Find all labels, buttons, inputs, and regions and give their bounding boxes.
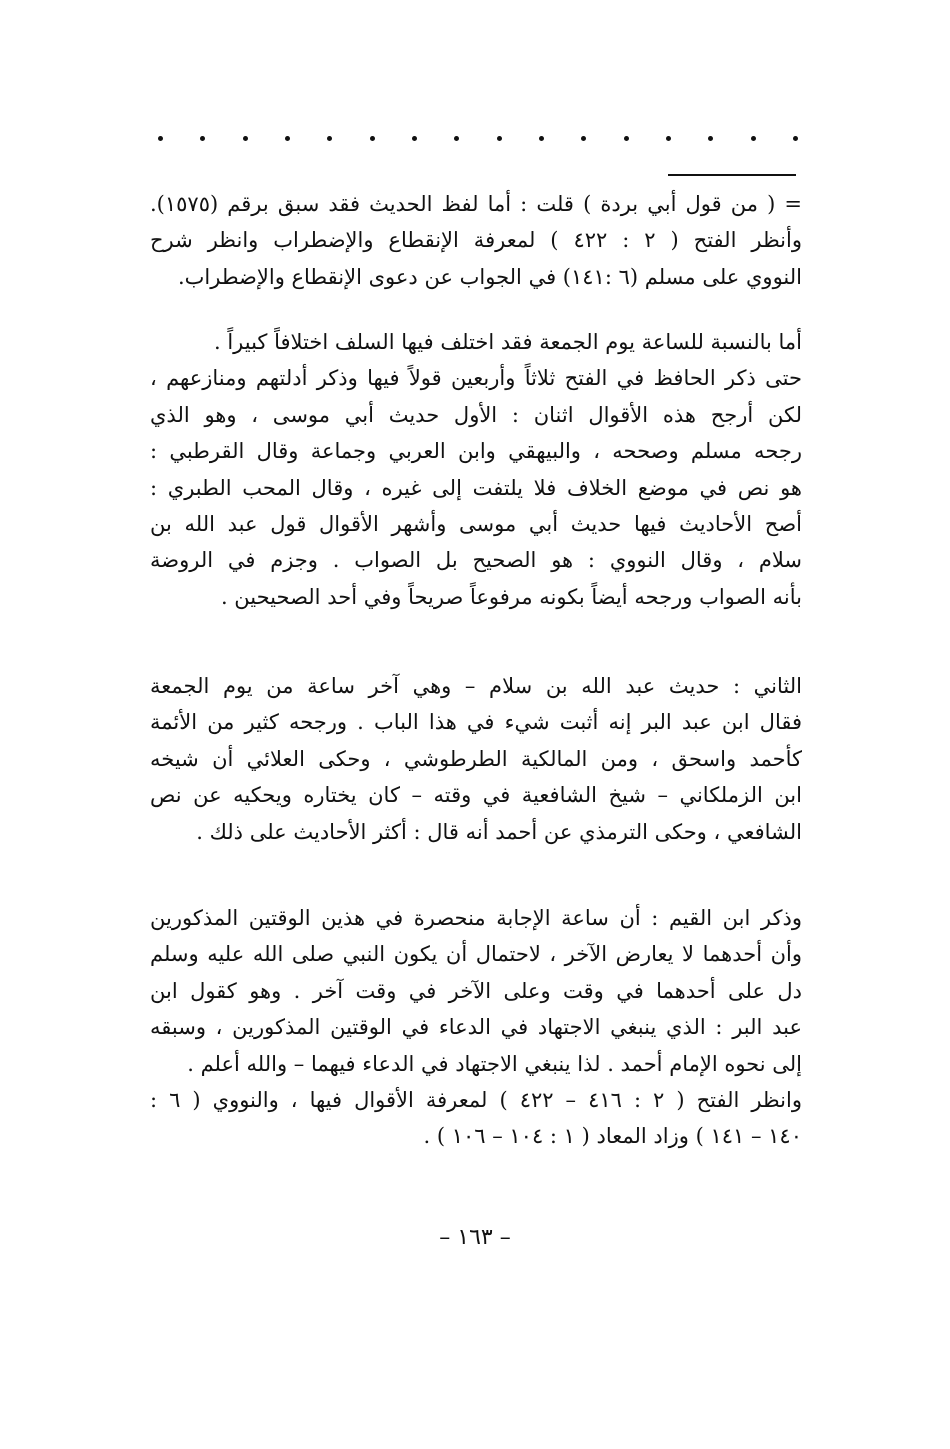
text-line: حتى ذكر الحافظ في الفتح ثلاثاً وأربعين قولاً فيها وذكر أدلتهم ومنازعهم ، [150, 366, 802, 391]
dotted-separator [158, 136, 798, 141]
footnote-rule [668, 174, 796, 176]
separator-dot [708, 136, 713, 141]
text-line: وذكر ابن القيم : أن ساعة الإجابة منحصرة في هذين الوقتين المذكورين [150, 906, 802, 930]
footnote-continuation [150, 186, 802, 295]
separator-dot [624, 136, 629, 141]
separator-dot [539, 136, 544, 141]
text-line: ابن الزملكاني – شيخ الشافعية في وقته – كان يختاره ويحكيه عن نص [150, 783, 802, 808]
page-number: – ١٦٣ – [439, 1225, 511, 1250]
text-line: أصح الأحاديث فيها حديث أبي موسى وأشهر الأقوال قول عبد الله بن [150, 511, 802, 536]
separator-dot [243, 136, 248, 141]
text-line: هو نص في موضع الخلاف فلا يلتفت إلى غيره ، وقال المحب الطبري : [150, 475, 802, 500]
text-line: وأن أحدهما لا يعارض الآخر ، لاحتمال أن يكون النبي صلى الله عليه وسلم [150, 942, 802, 967]
paragraph-second-opinion [150, 668, 802, 850]
separator-dot [327, 136, 332, 141]
text-line: = ( من قول أبي بردة ) قلت : أما لفظ الحديث فقد سبق برقم (١٥٧٥). [150, 192, 802, 216]
separator-dot [581, 136, 586, 141]
separator-dot [412, 136, 417, 141]
text-line: الشافعي ، وحكى الترمذي عن أحمد أنه قال : أكثر الأحاديث على ذلك . [196, 819, 802, 844]
separator-dot [497, 136, 502, 141]
text-line: كأحمد واسحق ، ومن المالكية الطرطوشي ، وحكى العلائي أن شيخه [150, 746, 802, 771]
text-line: رجحه مسلم وصححه ، والبيهقي وابن العربي وجماعة وقال القرطبي : [150, 439, 802, 464]
separator-dot [793, 136, 798, 141]
text-line: وأنظر الفتح ( ٢ : ٤٢٢ ) لمعرفة الإنقطاع والإضطراب وانظر شرح [150, 228, 802, 253]
text-line: إلى نحوه الإمام أحمد . لذا ينبغي الاجتهاد في الدعاء فيهما – والله أعلم . [187, 1051, 802, 1076]
separator-dot [666, 136, 671, 141]
text-line: الثاني : حديث عبد الله بن سلام – وهي آخر ساعة من يوم الجمعة [150, 674, 802, 698]
separator-dot [370, 136, 375, 141]
text-line: عبد البر : الذي ينبغي الاجتهاد في الدعاء في الوقتين المذكورين ، وسبقه [150, 1015, 802, 1040]
paragraph-ibn-qayyim [150, 900, 802, 1155]
text-line: ١٤٠ – ١٤١ ) وزاد المعاد ( ١ : ١٠٤ – ١٠٦ ) . [423, 1124, 802, 1149]
separator-dot [285, 136, 290, 141]
separator-dot [158, 136, 163, 141]
paragraph-first-opinion [150, 324, 802, 615]
separator-dot [200, 136, 205, 141]
separator-dot [751, 136, 756, 141]
text-line: أما بالنسبة للساعة يوم الجمعة فقد اختلف فيها السلف اختلافاً كبيراً . [213, 330, 802, 354]
separator-dot [454, 136, 459, 141]
text-line: فقال ابن عبد البر إنه أثبت شيء في هذا الباب . ورجحه كثير من الأئمة [150, 710, 802, 735]
text-line: النووي على مسلم (٦ :١٤١) في الجواب عن دعوى الإنقطاع والإضطراب. [177, 264, 802, 289]
text-line: سلام ، وقال النووي : هو الصحيح بل الصواب . وجزم في الروضة [150, 548, 802, 573]
text-line: دل على أحدهما في وقت وعلى الآخر في وقت آخر . وهو كقول ابن [150, 978, 802, 1003]
text-line: بأنه الصواب ورجحه أيضاً بكونه مرفوعاً صريحاً وفي أحد الصحيحين . [220, 584, 802, 609]
text-line: وانظر الفتح ( ٢ : ٤١٦ – ٤٢٢ ) لمعرفة الأقوال فيها ، والنووي ( ٦ : [150, 1087, 802, 1112]
text-line: لكن أرجح هذه الأقوال اثنان : الأول حديث أبي موسى ، وهو الذي [150, 402, 802, 427]
